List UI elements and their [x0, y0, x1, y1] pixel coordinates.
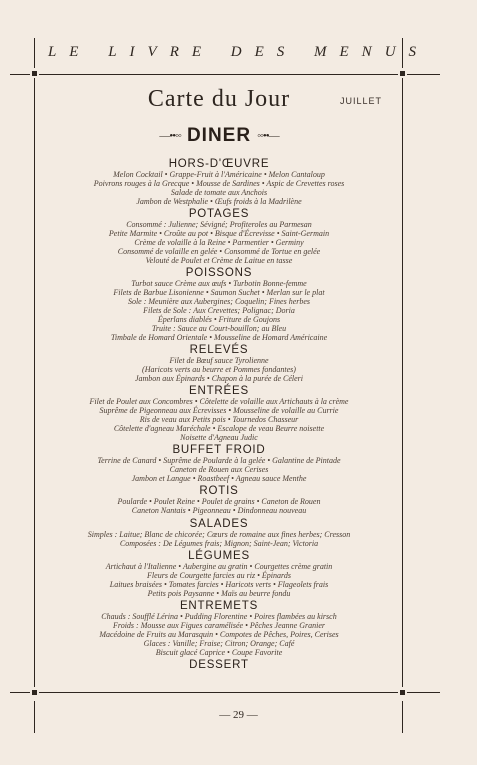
menu-item-line: Ris de veau aux Petits pois • Tournedos Chasseur — [139, 415, 299, 425]
menu-item-line: Caneton Nantais • Pigeonneau • Dindonneau nouveau — [131, 506, 307, 516]
menu-item-line: Velouté de Poulet et Crème de Laitue en tasse — [145, 255, 293, 265]
menu-item-line: Melon Cocktail • Grappe-Fruit à l'Américaine • Melon Cantaloup — [113, 170, 325, 179]
menu-item-line: Jambon aux Épinards • Chapon à la purée de Céleri — [134, 373, 304, 383]
frame-left-line — [34, 76, 35, 687]
menu-card — [44, 86, 394, 672]
menu-item-line: Filet de Bœuf sauce Tyrolienne — [169, 356, 269, 365]
flourish-left-icon: —••◦◦ — [159, 130, 181, 142]
menu-item-line: Biscuit glacé Caprice • Coupe Favorite — [155, 647, 283, 657]
menu-item-line: Simples : Laitue; Blanc de chicorée; Cœurs de romaine aux fines herbes; Cresson — [87, 529, 351, 539]
menu-item-line: Chauds : Soufflé Lérina • Pudding Florentine • Poires flambées au kirsch — [101, 612, 337, 622]
menu-section — [44, 517, 394, 549]
menu-item-line: Jambon de Westphalie • Œufs froids à la Madrilène — [136, 196, 302, 206]
page-number: — 29 — — [219, 709, 258, 721]
menu-item-line: Artichaut à l'Italienne • Aubergine au gratin • Courgettes crème gratin — [105, 562, 333, 572]
menu-item-line: Suprême de Pigeonneau aux Écrevisses • Mousseline de volaille au Currie — [99, 406, 339, 416]
section-title: SALADES — [189, 517, 249, 530]
month-label: JUILLET — [339, 96, 382, 106]
menu-item-line: Timbale de Homard Orientale • Mousseline de Homard Américaine — [110, 332, 328, 342]
menu-section — [44, 384, 394, 443]
menu-item-line: Terrine de Canard • Suprême de Poularde à la gelée • Galantine de Pintade — [97, 456, 341, 466]
frame-bottom-rule — [10, 692, 440, 693]
menu-section — [44, 599, 394, 658]
menu-item-line: Salade de tomate aux Anchois — [170, 187, 268, 197]
menu-section — [44, 207, 394, 266]
menu-item-line: Fleurs de Courgette farcies au riz • Épinards — [147, 571, 291, 580]
menu-section — [44, 658, 394, 672]
flourish-right-icon: ◦◦••— — [257, 130, 279, 142]
menu-item-line: Glaces : Vanille; Fraise; Citron; Orange; Café — [143, 638, 295, 648]
section-title: POISSONS — [185, 267, 253, 280]
menu-item-line: Consommé : Julienne; Sévigné; Profiteroles au Parmesan — [126, 220, 312, 230]
menu-item-line: Côtelette d'agneau Maréchale • Escalope de veau Beurre noisette — [113, 423, 325, 433]
menu-section — [44, 343, 394, 384]
title-row — [44, 86, 394, 114]
menu-item-line: Crème de volaille à la Reine • Parmentier • Germiny — [134, 237, 304, 247]
menu-item-line: Macédoine de Fruits au Marasquin • Compotes de Pêches, Poires, Cerises — [99, 630, 339, 640]
running-head-title: LE LIVRE DES MENUS — [47, 44, 430, 60]
section-title: ENTREMETS — [179, 600, 259, 613]
corner-ornament-icon — [398, 688, 407, 697]
section-title: POTAGES — [188, 208, 250, 221]
section-title: ENTRÉES — [189, 385, 249, 398]
section-title: DESSERT — [189, 659, 249, 672]
menu-item-line: Caneton de Rouen aux Cerises — [169, 465, 269, 475]
menu-item-line: Froids : Mousse aux Figues caramélisée • Pêches Jeanne Granier — [112, 621, 325, 631]
menu-item-line: (Haricots verts au beurre et Pommes fondantes) — [142, 364, 296, 374]
menu-item-line: Petite Marmite • Croûte au pot • Bisque d'Écrevisse • Saint-Germain — [108, 229, 330, 239]
page-title: Carte du Jour — [147, 86, 291, 112]
section-title: BUFFET FROID — [172, 444, 266, 457]
menu-sections — [44, 157, 394, 672]
menu-section — [44, 266, 394, 342]
menu-item-line: Truite : Sauce au Court-bouillon; au Bleu — [151, 323, 287, 333]
section-title: LÉGUMES — [188, 550, 250, 563]
menu-item-line: Consommé de volaille en gelée • Consommé de Tortue en gelée — [117, 246, 321, 256]
menu-item-line: Laitues braisées • Tomates farcies • Haricots verts • Flageolets frais — [109, 579, 329, 589]
menu-item-line: Jambon et Langue • Roastbeef • Agneau sauce Menthe — [131, 474, 307, 484]
menu-section — [44, 549, 394, 599]
corner-ornament-icon — [30, 69, 39, 78]
menu-item-line: Poularde • Poulet Reine • Poulet de grains • Caneton de Rouen — [117, 497, 321, 507]
meal-title: DINER — [186, 125, 252, 146]
frame-right-line — [402, 76, 403, 687]
menu-item-line: Turbot sauce Crème aux œufs • Turbotin Bonne-femme — [131, 279, 307, 289]
menu-item-line: Éperlans diablés • Friture de Goujons — [157, 314, 281, 324]
menu-item-line: Poivrons rouges à la Grecque • Mousse de Sardines • Aspic de Crevettes roses — [93, 178, 345, 188]
section-title: ROTIS — [199, 485, 239, 498]
menu-section — [44, 157, 394, 207]
menu-item-line: Filet de Poulet aux Concombres • Côtelette de volaille aux Artichauts à la crème — [89, 397, 349, 407]
meal-heading — [44, 124, 394, 148]
menu-item-line: Composées : De Légumes frais; Mignon; Saint-Jean; Victoria — [119, 538, 319, 548]
menu-item-line: Noisette d'Agneau Judic — [180, 432, 258, 442]
corner-ornament-icon — [30, 688, 39, 697]
corner-ornament-icon — [398, 69, 407, 78]
frame-top-rule — [10, 74, 440, 75]
section-title: HORS-D'ŒUVRE — [168, 158, 270, 170]
menu-section — [44, 443, 394, 484]
menu-item-line: Sole : Meunière aux Aubergines; Coquelin; Fines herbes — [127, 296, 311, 306]
menu-item-line: Filets de Sole : Aux Crevettes; Polignac; Doria — [143, 305, 295, 315]
menu-section — [44, 484, 394, 516]
menu-item-line: Petits pois Paysanne • Maïs au beurre fondu — [147, 588, 291, 598]
section-title: RELEVÉS — [189, 344, 249, 356]
menu-item-line: Filets de Barbue Lisonienne • Saumon Suchet • Merlan sur le plat — [113, 288, 325, 298]
